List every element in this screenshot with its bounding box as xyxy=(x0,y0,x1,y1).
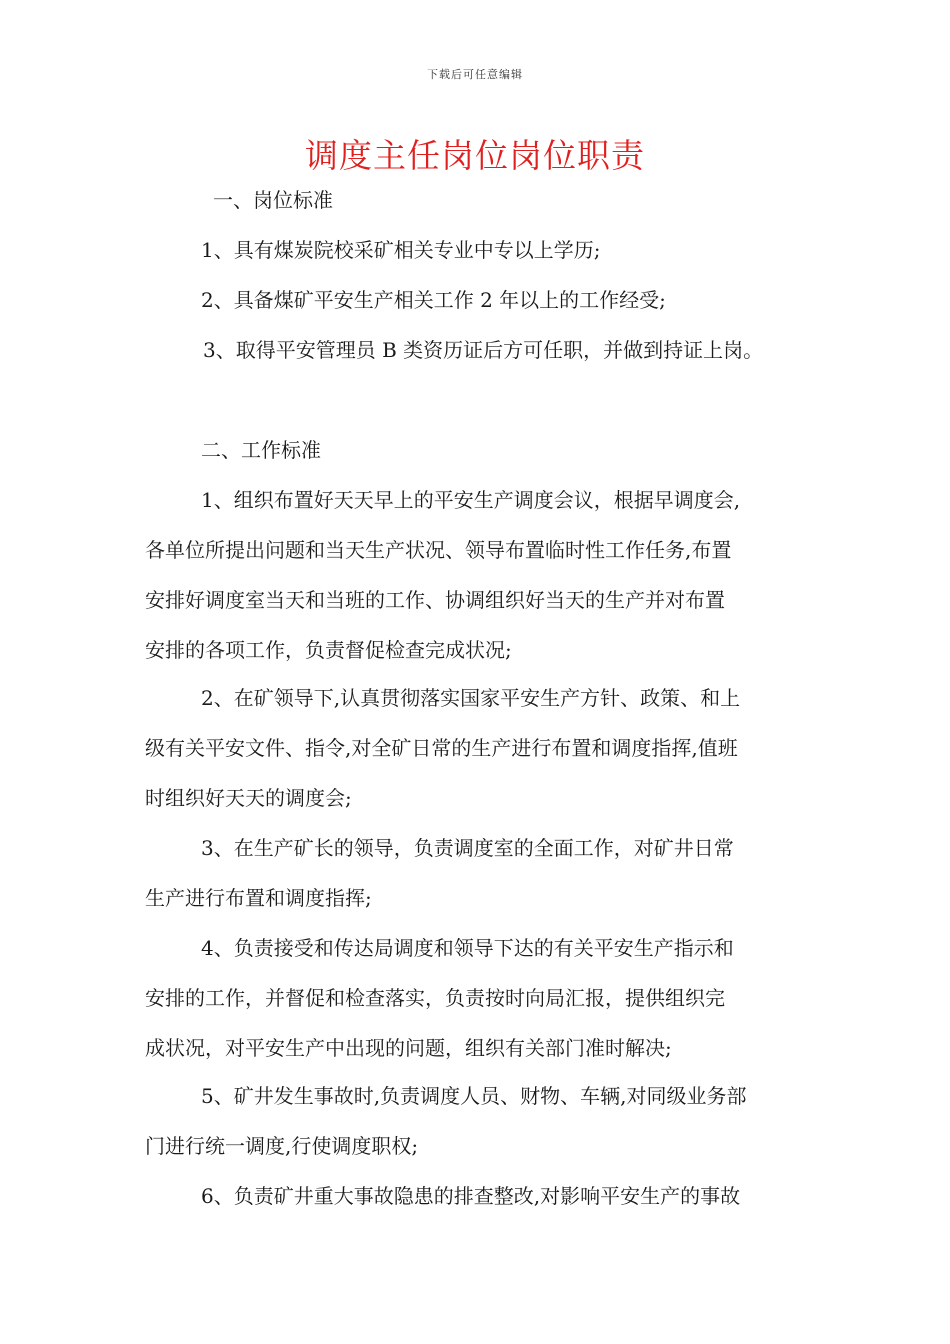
paragraph-line: 4、负责接受和传达局调度和领导下达的有关平安生产指示和 xyxy=(201,936,734,960)
section1-item: 3、取得平安管理员 B 类资历证后方可任职，并做到持证上岗。 xyxy=(203,338,764,362)
section1-item: 2、具备煤矿平安生产相关工作 2 年以上的工作经受; xyxy=(201,288,666,312)
paragraph-line: 安排好调度室当天和当班的工作、协调组织好当天的生产并对布置 xyxy=(145,588,725,612)
paragraph-line: 生产进行布置和调度指挥; xyxy=(145,886,372,910)
section1-heading: 一、岗位标准 xyxy=(213,188,333,212)
header-note: 下载后可任意编辑 xyxy=(427,68,523,81)
section2-heading: 二、工作标准 xyxy=(201,438,321,462)
paragraph-line: 成状况，对平安生产中出现的问题，组织有关部门准时解决; xyxy=(145,1036,672,1060)
paragraph-line: 安排的工作，并督促和检查落实，负责按时向局汇报，提供组织完 xyxy=(145,986,725,1010)
paragraph-line: 安排的各项工作，负责督促检查完成状况; xyxy=(145,638,512,662)
paragraph-line: 6、负责矿井重大事故隐患的排查整改,对影响平安生产的事故 xyxy=(201,1184,741,1208)
document-title: 调度主任岗位岗位职责 xyxy=(305,136,645,175)
paragraph-line: 各单位所提出问题和当天生产状况、领导布置临时性工作任务,布置 xyxy=(145,538,732,562)
paragraph-line: 2、在矿领导下,认真贯彻落实国家平安生产方针、政策、和上 xyxy=(201,686,741,710)
paragraph-line: 级有关平安文件、指令,对全矿日常的生产进行布置和调度指挥,值班 xyxy=(145,736,738,760)
paragraph-line: 1、组织布置好天天早上的平安生产调度会议，根据早调度会, xyxy=(201,488,741,512)
paragraph-line: 5、矿井发生事故时,负责调度人员、财物、车辆,对同级业务部 xyxy=(201,1084,747,1108)
paragraph-line: 时组织好天天的调度会; xyxy=(145,786,352,810)
section1-item: 1、具有煤炭院校采矿相关专业中专以上学历; xyxy=(201,238,601,262)
paragraph-line: 3、在生产矿长的领导，负责调度室的全面工作，对矿井日常 xyxy=(201,836,734,860)
paragraph-line: 门进行统一调度,行使调度职权; xyxy=(145,1134,419,1158)
